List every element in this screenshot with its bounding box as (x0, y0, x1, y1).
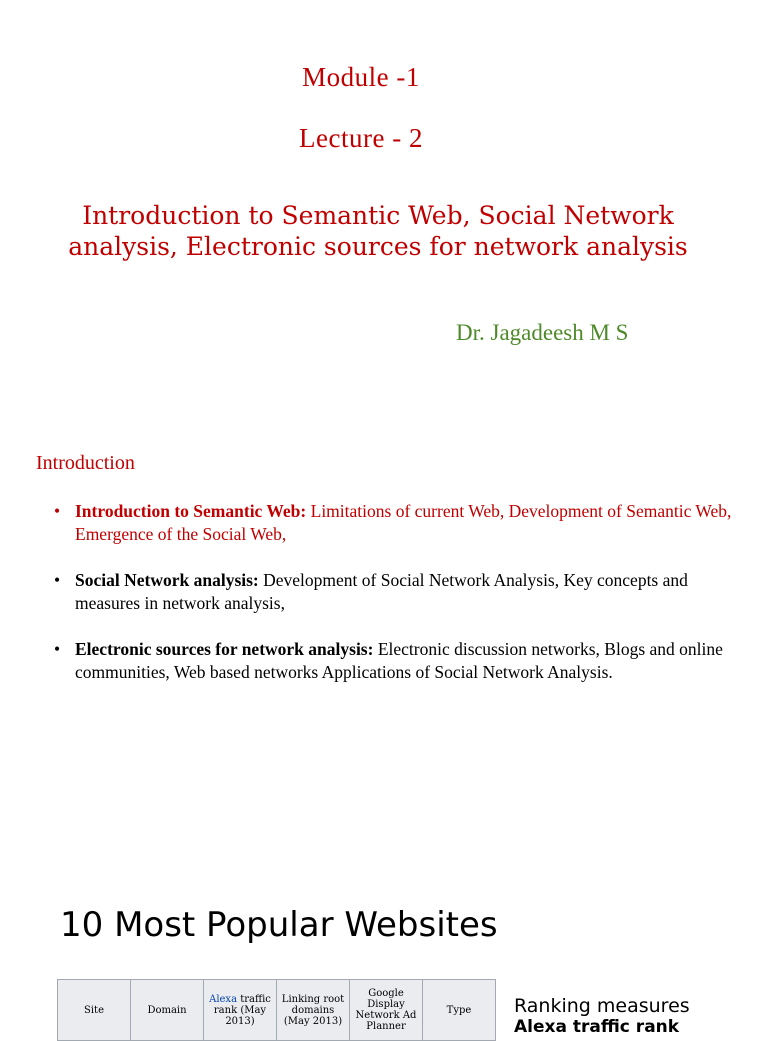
bullet-icon: • (54, 501, 61, 521)
topic-item-social-network-analysis (54, 569, 744, 615)
table-header-row (58, 980, 496, 1041)
topic-text: Electronic discussion networks, Blogs and online communities, Web based networks Applications of Social Network Analysis. (75, 639, 723, 682)
bullet-icon: • (54, 639, 61, 659)
author-name: Dr. Jagadeesh M S (456, 320, 629, 345)
module-heading: Module -1 (302, 62, 420, 92)
websites-table (57, 979, 496, 1041)
topic-list (54, 500, 744, 707)
topic-term: Electronic sources for network analysis: (75, 639, 374, 659)
header-type: Type (423, 980, 496, 1041)
topic-term: Social Network analysis: (75, 570, 259, 590)
lecture-heading: Lecture - 2 (299, 123, 423, 153)
lecture-title: Introduction to Semantic Web, Social Network analysis, Electronic sources for network analysis (68, 201, 688, 261)
popular-websites-title: 10 Most Popular Websites (60, 905, 498, 945)
topic-text: Development of Social Network Analysis, Key concepts and measures in network analysis, (75, 570, 688, 613)
topic-text: Limitations of current Web, Development of Semantic Web, Emergence of the Social Web, (75, 501, 732, 544)
alexa-rank-label: traffic rank (May 2013) (213, 993, 271, 1027)
header-site: Site (58, 980, 131, 1041)
header-linking-domains: Linking root domains (May 2013) (277, 980, 350, 1041)
topic-item-semantic-web (54, 500, 744, 546)
header-alexa-rank (204, 980, 277, 1041)
ranking-measures-heading: Ranking measures (514, 995, 690, 1017)
ranking-measure-alexa: Alexa traffic rank (514, 1017, 680, 1037)
introduction-heading: Introduction (36, 452, 135, 474)
header-domain: Domain (131, 980, 204, 1041)
header-google-planner: Google Display Network Ad Planner (350, 980, 423, 1041)
topic-item-electronic-sources (54, 638, 744, 684)
bullet-icon: • (54, 570, 61, 590)
alexa-link[interactable]: Alexa (209, 993, 238, 1005)
topic-term: Introduction to Semantic Web: (75, 501, 307, 521)
